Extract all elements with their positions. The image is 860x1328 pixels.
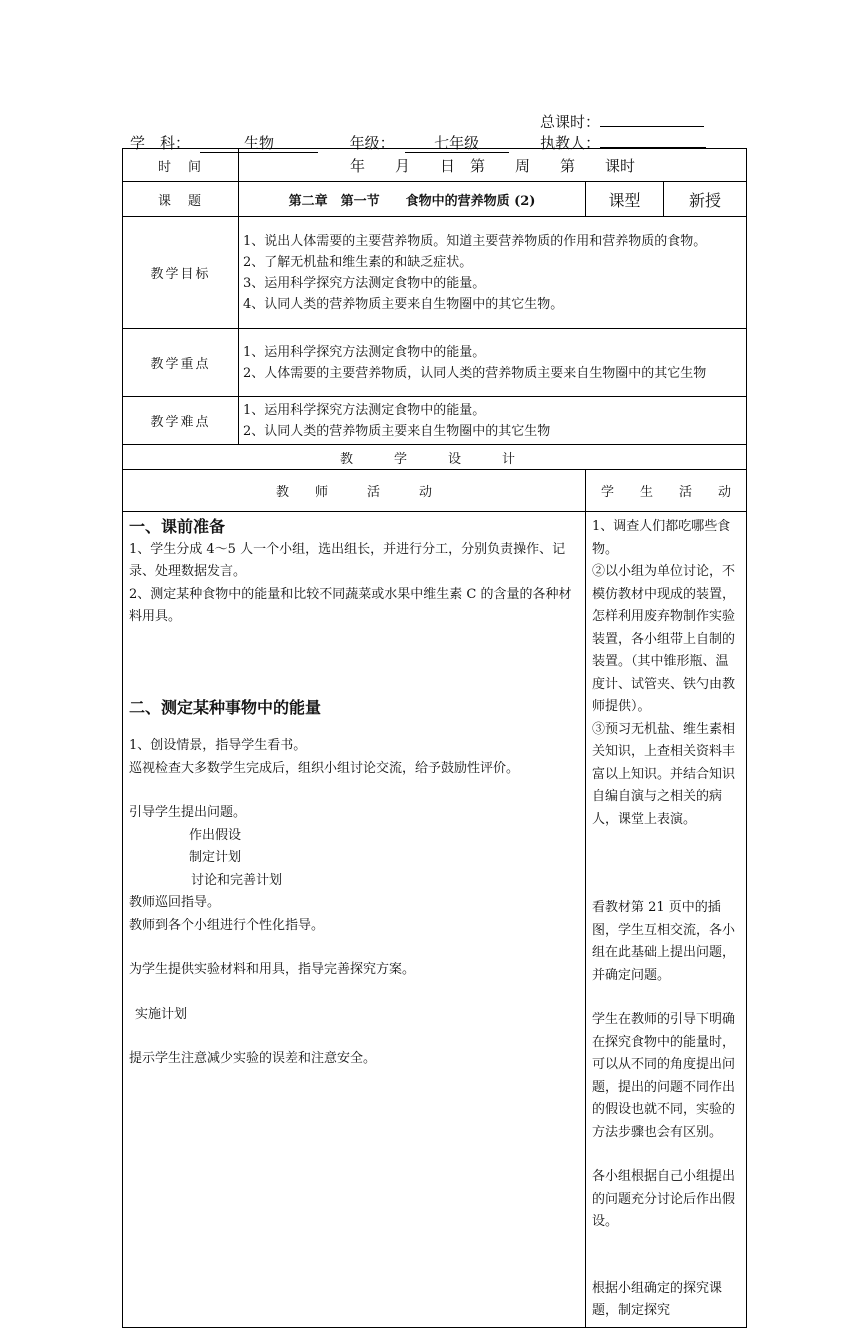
student-activity xyxy=(586,512,747,1328)
activity-line: 巡视检查大多数学生完成后，组织小组讨论交流，给予鼓励性评价。 xyxy=(129,760,520,776)
key-points-list xyxy=(239,329,747,397)
teacher-label: 执教人： xyxy=(540,134,601,152)
type-value: 新授 xyxy=(664,182,747,217)
activity-line: 实施计划 xyxy=(135,1006,188,1022)
activity-line: 1、学生分成 4～5 人一个小组，选出组长，并进行分工，分别负责操作、记录、处理数据发言。 xyxy=(129,541,566,579)
type-label: 课型 xyxy=(586,182,664,217)
goal-item: 3、运用科学探究方法测定食物中的能量。 xyxy=(243,275,486,291)
difficulties-list xyxy=(239,397,747,445)
activity-line: 讨论和完善计划 xyxy=(191,872,283,888)
goals-label: 教学目标 xyxy=(123,217,239,329)
goals-list xyxy=(239,217,747,329)
total-hours-label: 总课时： xyxy=(540,113,601,131)
activity-line: 2、测定某种食物中的能量和比较不同蔬菜或水果中维生素 C 的含量的各种材料用具。 xyxy=(129,586,572,624)
goal-item: 1、说出人体需要的主要营养物质。知道主要营养物质的作用和营养物质的食物。 xyxy=(243,233,707,249)
subject-value: 生物 xyxy=(200,134,318,153)
goal-item: 2、了解无机盐和维生素的和缺乏症状。 xyxy=(243,254,473,270)
student-column-title: 学 生 活 动 xyxy=(586,470,747,512)
activity-line: 作出假设 xyxy=(189,827,242,843)
grade-value: 七年级 xyxy=(405,134,509,153)
activity-line: ③预习无机盐、维生素相关知识，上查相关资料丰富以上知识。并结合知识自编自演与之相关的病人，课堂上表演。 xyxy=(592,721,736,827)
design-title-row xyxy=(123,445,747,470)
key-points-label: 教学重点 xyxy=(123,329,239,397)
activity-line: 引导学生提出问题。 xyxy=(129,805,247,820)
column-headers-row xyxy=(123,470,747,512)
time-label: 时 间 xyxy=(123,149,239,182)
activity-line: ②以小组为单位讨论，不模仿教材中现成的装置，怎样利用废弃物制作实验装置，各小组带上自制的装置。（其中锥形瓶、温度计、试管夹、铁勺由教师提供）。 xyxy=(592,564,736,714)
topic-value: 第二章 第一节 食物中的营养物质 (2) xyxy=(239,182,586,217)
activity-line: 根据小组确定的探究课题，制定探究 xyxy=(592,1280,723,1318)
lesson-plan-table xyxy=(122,148,747,1328)
difficulties-label: 教学难点 xyxy=(123,397,239,445)
teacher-column-title: 教 师 活 动 xyxy=(123,470,586,512)
time-row xyxy=(123,149,747,182)
activity-row xyxy=(123,512,747,1328)
design-title: 教 学 设 计 xyxy=(123,445,747,470)
activity-line: 1、创设情景，指导学生看书。 xyxy=(129,738,307,753)
activity-line: 制定计划 xyxy=(189,850,242,865)
topic-row xyxy=(123,182,747,217)
teacher-activity xyxy=(123,512,586,1328)
total-hours-blank xyxy=(600,108,704,127)
key-point-item: 2、人体需要的主要营养物质，认同人类的营养物质主要来自生物圈中的其它生物 xyxy=(243,365,707,381)
activity-line: 教师到各个小组进行个性化指导。 xyxy=(129,917,325,933)
grade-label: 年级： xyxy=(349,134,395,152)
key-point-item: 1、运用科学探究方法测定食物中的能量。 xyxy=(243,344,486,360)
activity-line: 看教材第 21 页中的插图，学生互相交流，各小组在此基础上提出问题，并确定问题。 xyxy=(592,900,736,983)
goal-item: 4、认同人类的营养物质主要来自生物圈中的其它生物。 xyxy=(243,296,564,312)
difficulty-item: 1、运用科学探究方法测定食物中的能量。 xyxy=(243,402,486,418)
section-heading: 二、测定某种事物中的能量 xyxy=(129,697,322,717)
section-heading: 一、课前准备 xyxy=(129,517,226,536)
topic-label: 课 题 xyxy=(123,182,239,217)
activity-line: 学生在教师的引导下明确在探究食物中的能量时，可以从不同的角度提出问题，提出的问题不同作出的假设也就不同，实验的方法步骤也会有区别。 xyxy=(592,1012,736,1140)
goals-row xyxy=(123,217,747,329)
activity-line: 为学生提供实验材料和用具，指导完善探究方案。 xyxy=(129,962,416,977)
key-points-row xyxy=(123,329,747,397)
difficulties-row xyxy=(123,397,747,445)
time-value: 年 月 日 第 周 第 课时 xyxy=(239,149,747,182)
difficulty-item: 2、认同人类的营养物质主要来自生物圈中的其它生物 xyxy=(243,423,551,439)
activity-line: 教师巡回指导。 xyxy=(129,895,221,910)
activity-line: 提示学生注意减少实验的误差和注意安全。 xyxy=(129,1051,377,1066)
subject-label: 学 科： xyxy=(130,134,191,152)
teacher-blank xyxy=(600,129,706,148)
activity-line: 各小组根据自己小组提出的问题充分讨论后作出假设。 xyxy=(592,1169,736,1229)
activity-line: 1、调查人们都吃哪些食物。 xyxy=(592,519,731,557)
